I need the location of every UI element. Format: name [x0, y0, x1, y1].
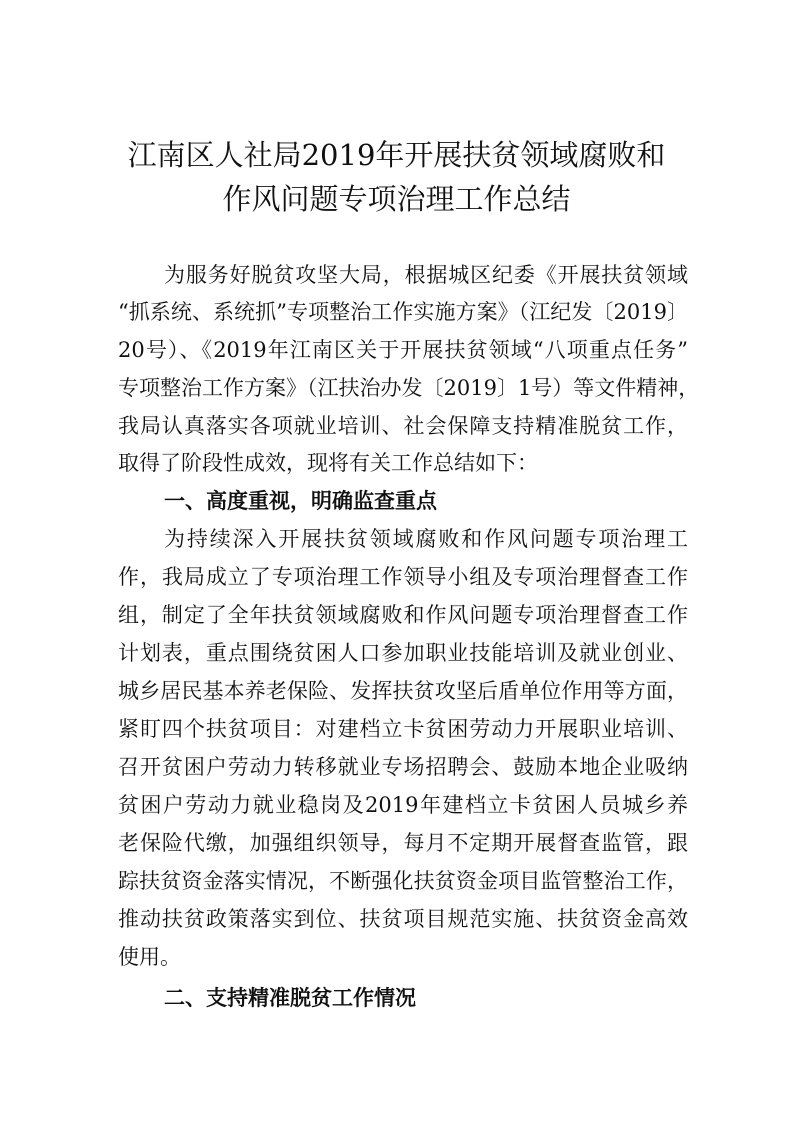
section-1-line: 紧盯四个扶贫项目：对建档立卡贫困劳动力开展职业培训、 — [118, 717, 688, 741]
section-1-line: 组，制定了全年扶贫领域腐败和作风问题专项治理督查工作 — [118, 603, 688, 627]
section-1-line: 老保险代缴，加强组织领导，每月不定期开展督查监管，跟 — [118, 831, 688, 855]
intro-line: 取得了阶段性成效，现将有关工作总结如下： — [118, 451, 538, 475]
section-1-line: 作，我局成立了专项治理工作领导小组及专项治理督查工作 — [118, 565, 688, 589]
intro-line: 我局认真落实各项就业培训、社会保障支持精准脱贫工作， — [118, 414, 688, 438]
intro-line: 专项整治工作方案》（江扶治办发〔2019〕1号）等文件精神， — [118, 376, 700, 400]
intro-line: 为服务好脱贫攻坚大局，根据城区纪委《开展扶贫领域 — [164, 263, 688, 287]
document-title-line-1: 江南区人社局2019年开展扶贫领域腐败和 — [127, 138, 666, 172]
section-2-heading: 二、支持精准脱贫工作情况 — [164, 986, 416, 1010]
section-1-line: 为持续深入开展扶贫领域腐败和作风问题专项治理工 — [164, 527, 688, 551]
section-1-line: 使用。 — [118, 945, 181, 969]
section-1-line: 计划表，重点围绕贫困人口参加职业技能培训及就业创业、 — [118, 641, 688, 665]
section-1-line: 召开贫困户劳动力转移就业专场招聘会、鼓励本地企业吸纳 — [118, 755, 688, 779]
intro-line: 20号）、《2019年江南区关于开展扶贫领域“八项重点任务” — [118, 338, 688, 362]
intro-line: “抓系统、系统抓”专项整治工作实施方案》（江纪发〔2019〕 — [118, 300, 688, 324]
section-1-line: 踪扶贫资金落实情况，不断强化扶贫资金项目监管整治工作， — [118, 869, 688, 893]
section-1-line: 贫困户劳动力就业稳岗及2019年建档立卡贫困人员城乡养 — [118, 793, 688, 817]
section-1-line: 城乡居民基本养老保险、发挥扶贫攻坚后盾单位作用等方面， — [118, 679, 688, 703]
document-title-line-2: 作风问题专项治理工作总结 — [222, 182, 571, 216]
section-1-line: 推动扶贫政策落实到位、扶贫项目规范实施、扶贫资金高效 — [118, 907, 688, 931]
section-1-heading: 一、高度重视，明确监查重点 — [164, 489, 437, 513]
